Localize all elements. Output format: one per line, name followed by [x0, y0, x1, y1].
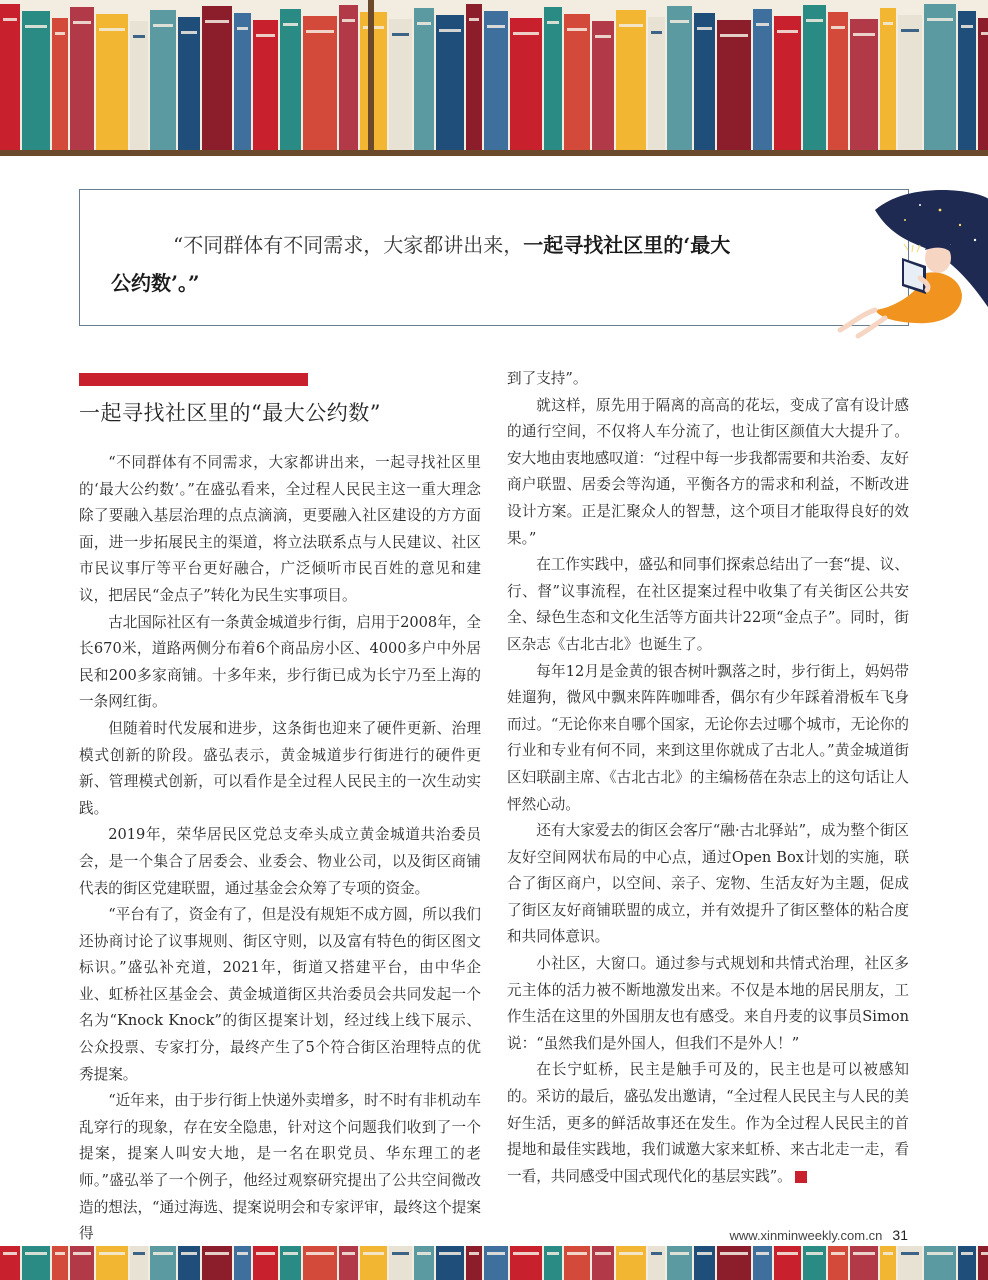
book-band — [961, 1252, 973, 1255]
section-title: 一起寻找社区里的“最大公约数” — [79, 401, 381, 425]
book-band — [927, 1252, 953, 1255]
book-spine — [898, 1246, 922, 1280]
book-band — [256, 1252, 275, 1255]
book-band — [720, 34, 748, 37]
book-spine — [717, 20, 751, 150]
book-band — [306, 1252, 334, 1255]
book-spine — [648, 17, 665, 150]
paragraph: “不同群体有不同需求，大家都讲出来，一起寻找社区里的‘最大公约数’。”在盛弘看来，全过程人民民主这一重大理念除了要融入基层治理的点点滴滴，更要融入社区建设的方方面面，进一步拓展民主的渠道，将立法联系点与人民建议、社区市民议事厅等平台更好融合，广泛倾听市民百姓的意见和建议，把居民“金点子”转化为民生实事项目。 — [79, 454, 481, 604]
book-spine — [96, 14, 128, 150]
book-band — [927, 18, 953, 21]
book-spine — [978, 1246, 988, 1280]
book-spine — [389, 1246, 412, 1280]
bookshelf-icon — [0, 1246, 988, 1280]
book-band — [853, 1252, 875, 1255]
book-band — [595, 35, 611, 38]
book-spine — [414, 1246, 434, 1280]
book-band — [547, 21, 559, 24]
book-spine — [774, 16, 801, 150]
book-band — [756, 23, 769, 26]
book-spine — [484, 11, 508, 150]
book-spine — [0, 1246, 20, 1280]
book-band — [831, 1252, 845, 1255]
book-spine — [592, 1246, 614, 1280]
book-band — [901, 1252, 919, 1255]
paragraph: 就这样，原先用于隔离的高高的花坛，变成了富有设计感的通行空间，不仅将人车分流了，也让街区颜值大大提升了。安大地由衷地感叹道：“过程中每一步我都需要和共治委、友好商户联盟、居委会等沟通，平衡各方的需求和利益，不断改进设计方案。正是汇聚众人的智慧，这个项目才能取得良好的效果。” — [507, 396, 909, 547]
book-spine — [753, 1246, 772, 1280]
book-spine — [667, 1246, 692, 1280]
book-spine — [150, 1246, 176, 1280]
book-spine — [803, 1246, 826, 1280]
book-spine — [22, 11, 50, 150]
book-band — [417, 1252, 431, 1255]
book-spine — [564, 14, 590, 150]
book-band — [901, 29, 919, 32]
book-band — [181, 31, 197, 34]
book-band — [283, 1252, 298, 1255]
book-spine — [898, 15, 922, 150]
book-spine — [978, 18, 988, 150]
woman-reading-book-illustration — [780, 190, 988, 340]
book-spine — [717, 1246, 751, 1280]
end-mark-icon: 民 — [795, 1171, 807, 1183]
book-spine — [52, 1246, 68, 1280]
book-spine — [280, 9, 301, 150]
book-spine — [339, 5, 358, 150]
book-band — [3, 18, 17, 21]
book-band — [720, 1252, 748, 1255]
paragraph: “平台有了，资金有了，但是没有规矩不成方圆，所以我们还协商讨论了议事规则、街区守则，以及富有特色的街区图文标识。”盛弘补充道，2021年，街道又搭建平台，由中华企业、虹桥社区基金会、黄金城道街区共治委员会共同发起一个名为“Knock Knock”的街区提案计划，经过线上线下展示、公众投票、专家打分，最终产生了5个符合街区治理特点的优秀提案。 — [79, 906, 481, 1083]
book-band — [777, 1252, 798, 1255]
paragraph-continuation: 到了支持”。 — [507, 370, 588, 387]
book-spine — [958, 11, 976, 150]
paragraph-text: 在长宁虹桥，民主是触手可及的，民主也是可以被感知的。采访的最后，盛弘发出邀请，“全过程人民民主与人民的美好生活，更多的鲜活故事还在发生。作为全过程人民民主的首提地和最佳实践地，我们诚邀大家来虹桥、来古北走一走，看一看，共同感受中国式现代化的基层实践”。 — [507, 1061, 909, 1185]
book-spine — [850, 1246, 878, 1280]
paragraph-final — [507, 1057, 909, 1190]
book-band — [363, 1252, 384, 1255]
book-spine — [150, 10, 176, 150]
book-spine — [880, 8, 896, 150]
book-band — [619, 1252, 643, 1255]
book-spine — [544, 7, 562, 150]
book-spine — [389, 19, 412, 150]
book-spine — [803, 5, 826, 150]
book-spine — [850, 19, 878, 150]
book-band — [756, 1252, 769, 1255]
book-band — [205, 1252, 229, 1255]
book-band — [670, 20, 689, 23]
book-band — [73, 1252, 91, 1255]
book-spine — [96, 1246, 128, 1280]
book-band — [417, 22, 431, 25]
book-band — [306, 30, 334, 33]
book-band — [595, 1252, 611, 1255]
book-spine — [0, 4, 20, 150]
book-spine — [753, 9, 772, 150]
book-spine — [648, 1246, 665, 1280]
pull-quote-box — [79, 189, 909, 326]
paragraph: 但随着时代发展和进步，这条街也迎来了硬件更新、治理模式创新的阶段。盛弘表示，黄金城道步行街进行的硬件更新、管理模式创新，可以看作是全过程人民民主的一次生动实践。 — [79, 719, 481, 817]
book-band — [205, 20, 229, 23]
paragraph: 小社区，大窗口。通过参与式规划和共情式治理，社区多元主体的活力被不断地激发出来。不仅是本地的居民朋友，工作生活在这里的外国朋友也有感受。来自丹麦的议事员Simon说：“虽然我们是外国人，但我们不是外人！” — [507, 955, 909, 1052]
pull-quote-normal: “不同群体有不同需求，大家都讲出来， — [173, 233, 524, 257]
book-spine — [466, 1246, 482, 1280]
paragraph: 每年12月是金黄的银杏树叶飘落之时，步行街上，妈妈带娃遛狗，微风中飘来阵阵咖啡香，偶尔有少年踩着滑板车飞身而过。“无论你来自哪个国家，无论你去过哪个城市，无论你的行业和专业有何不同，来到这里你就成了古北人。”黄金城道街区妇联副主席、《古北古北》的主编杨蓓在杂志上的这句话让人怦然心动。 — [507, 662, 909, 813]
book-band — [651, 31, 662, 34]
book-spine — [564, 1246, 590, 1280]
book-spine — [694, 13, 715, 150]
bookshelf-banner-bottom — [0, 1246, 988, 1280]
book-band — [133, 1252, 145, 1255]
book-spine — [414, 8, 434, 150]
book-band — [256, 34, 275, 37]
book-spine — [253, 20, 278, 150]
footer-url: www.xinminweekly.com.cn — [729, 1228, 883, 1243]
book-spine — [339, 1246, 358, 1280]
book-spine — [70, 1246, 94, 1280]
book-spine — [303, 16, 337, 150]
paragraph: 还有大家爱去的街区会客厅“融·古北驿站”，成为整个街区友好空间网状布局的中心点，通过Open Box计划的实施，联合了街区商户，以空间、亲子、宠物、生活友好为主题，促成了街区友好商铺联盟的成立，并有效提升了街区整体的粘合度和共同体意识。 — [507, 822, 909, 946]
book-band — [73, 21, 91, 24]
book-band — [487, 1252, 505, 1255]
book-spine — [466, 4, 482, 150]
book-spine — [667, 6, 692, 150]
book-band — [392, 1252, 409, 1255]
book-spine — [592, 21, 614, 150]
pull-quote — [111, 226, 731, 302]
article-column-left — [79, 450, 481, 1248]
book-spine — [616, 1246, 646, 1280]
book-spine — [510, 18, 542, 150]
shelf-divider — [368, 0, 374, 156]
book-band — [651, 1252, 662, 1255]
book-band — [469, 18, 479, 21]
book-band — [55, 32, 65, 35]
book-spine — [924, 4, 956, 150]
book-spine — [510, 1246, 542, 1280]
paragraph: “近年来，由于步行街上快递外卖增多，时不时有非机动车乱穿行的现象，存在安全隐患，针对这个问题我们收到了一个提案，提案人叫安大地，是一名在职党员、华东理工的老师。”盛弘举了一个例子，他经过观察研究提出了公共空间微改造的想法，“通过海选、提案说明会和专家评审，最终这个提案得 — [79, 1092, 481, 1243]
book-band — [153, 24, 173, 27]
book-band — [342, 1252, 355, 1255]
book-band — [99, 1252, 125, 1255]
book-band — [777, 30, 798, 33]
book-band — [133, 35, 145, 38]
book-band — [806, 1252, 823, 1255]
book-spine — [924, 1246, 956, 1280]
book-spine — [280, 1246, 301, 1280]
book-band — [283, 23, 298, 26]
book-band — [25, 25, 47, 28]
book-band — [567, 1252, 587, 1255]
book-spine — [694, 1246, 715, 1280]
book-spine — [234, 13, 251, 150]
book-spine — [828, 12, 848, 150]
book-band — [883, 1252, 893, 1255]
book-band — [619, 24, 643, 27]
book-band — [153, 1252, 173, 1255]
pull-quote-bold: 一起寻找社区里的‘最大公约数’。” — [111, 233, 731, 295]
book-spine — [828, 1246, 848, 1280]
book-band — [3, 1252, 17, 1255]
book-band — [806, 19, 823, 22]
book-band — [981, 32, 988, 35]
book-band — [487, 25, 505, 28]
book-band — [392, 33, 409, 36]
book-band — [831, 26, 845, 29]
paragraph: 在工作实践中，盛弘和同事们探索总结出了一套“提、议、行、督”议事流程，在社区提案过程中收集了有关街区公共安全、绿色生态和文化生活等方面共计22项“金点子”。同时，街区杂志《古北古北》也诞生了。 — [507, 556, 909, 653]
book-spine — [484, 1246, 508, 1280]
book-band — [853, 33, 875, 36]
paragraph: 2019年，荣华居民区党总支牵头成立黄金城道共治委员会，是一个集合了居委会、业委会、物业公司，以及街区商铺代表的街区党建联盟，通过基金会众筹了专项的资金。 — [79, 826, 481, 897]
book-spine — [234, 1246, 251, 1280]
book-band — [547, 1252, 559, 1255]
book-band — [981, 1252, 988, 1255]
book-spine — [436, 15, 464, 150]
shelf-plank — [0, 150, 988, 156]
book-spine — [544, 1246, 562, 1280]
section-accent-bar — [79, 373, 308, 386]
book-band — [513, 1252, 539, 1255]
book-spine — [22, 1246, 50, 1280]
book-band — [697, 27, 712, 30]
book-spine — [178, 17, 200, 150]
book-spine — [130, 1246, 148, 1280]
book-band — [513, 32, 539, 35]
page-number: 31 — [892, 1227, 908, 1243]
book-band — [237, 27, 248, 30]
book-spine — [880, 1246, 896, 1280]
book-band — [439, 1252, 461, 1255]
book-spine — [958, 1246, 976, 1280]
book-band — [237, 1252, 248, 1255]
book-band — [469, 1252, 479, 1255]
book-band — [25, 1252, 47, 1255]
book-band — [670, 1252, 689, 1255]
book-spine — [202, 6, 232, 150]
book-band — [961, 25, 973, 28]
article-column-right — [507, 366, 909, 1190]
book-band — [55, 1252, 65, 1255]
book-spine — [178, 1246, 200, 1280]
book-spine — [616, 10, 646, 150]
bookshelf-icon — [0, 0, 988, 156]
book-spine — [130, 21, 148, 150]
book-spine — [253, 1246, 278, 1280]
book-spine — [303, 1246, 337, 1280]
book-band — [99, 28, 125, 31]
book-spine — [70, 7, 94, 150]
book-band — [439, 29, 461, 32]
book-band — [567, 28, 587, 31]
book-spine — [52, 18, 68, 150]
page-footer — [730, 1227, 909, 1243]
paragraph: 古北国际社区有一条黄金城道步行街，启用于2008年，全长670米，道路两侧分布着6个商品房小区、4000多户中外居民和200多家商铺。十多年来，步行街已成为长宁乃至上海的一条网红街。 — [79, 613, 481, 711]
book-spine — [202, 1246, 232, 1280]
book-spine — [360, 1246, 387, 1280]
book-band — [697, 1252, 712, 1255]
bookshelf-banner-top — [0, 0, 988, 156]
book-band — [883, 22, 893, 25]
book-spine — [774, 1246, 801, 1280]
book-band — [342, 19, 355, 22]
book-band — [181, 1252, 197, 1255]
book-spine — [436, 1246, 464, 1280]
